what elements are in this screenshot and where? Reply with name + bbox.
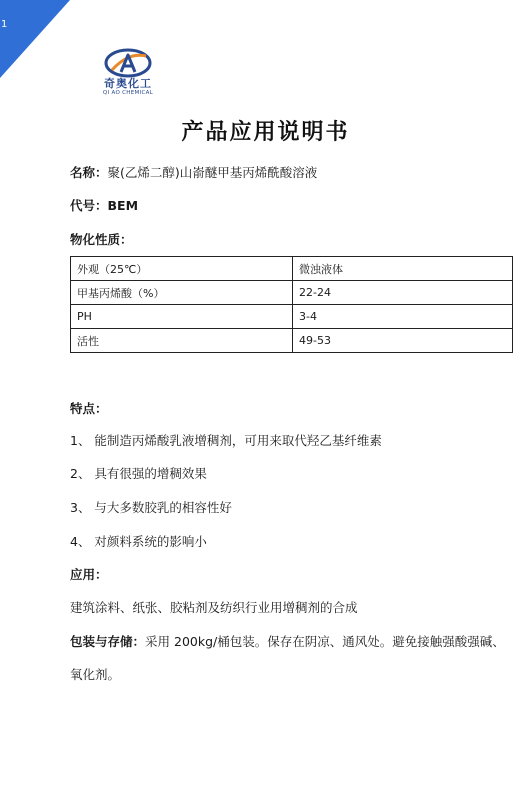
- logo-mark-icon: [104, 48, 152, 78]
- properties-table: [70, 256, 513, 353]
- table-cell-value: 49-53: [293, 329, 513, 353]
- storage-text: 采用 200kg/桶包装。保存在阴凉、通风处。避免接触强酸强碱、: [145, 634, 505, 649]
- table-cell-value: 3-4: [293, 305, 513, 329]
- application-heading: 应用：: [70, 567, 108, 582]
- table-cell-name: PH: [71, 305, 293, 329]
- properties-heading: 物化性质：: [70, 232, 133, 247]
- company-logo: [88, 48, 168, 96]
- page-number: 1: [1, 19, 8, 30]
- table-cell-name: 甲基丙烯酸（%）: [71, 281, 293, 305]
- product-code-value: BEM: [107, 198, 139, 213]
- product-name-value: 聚(乙烯二醇)山嵛醚甲基丙烯酰酸溶液: [107, 165, 318, 180]
- logo-name-en: QI AO CHEMICAL: [102, 90, 154, 96]
- table-row: [71, 257, 513, 281]
- table-cell-value: 22-24: [293, 281, 513, 305]
- storage-text-continued: 氧化剂。: [70, 667, 121, 682]
- product-name-label: 名称：: [70, 165, 108, 180]
- feature-item: 4、 对颜料系统的影响小: [70, 534, 207, 549]
- feature-item: 1、 能制造丙烯酸乳液增稠剂，可用来取代羟乙基纤维素: [70, 433, 382, 448]
- table-cell-value: 微浊液体: [293, 257, 513, 281]
- table-row: [71, 305, 513, 329]
- table-cell-name: 外观（25℃）: [71, 257, 293, 281]
- storage-label: 包装与存储：: [70, 634, 146, 649]
- features-heading: 特点：: [70, 401, 108, 416]
- product-name-line: [70, 165, 317, 181]
- corner-ribbon: [0, 0, 70, 78]
- feature-item: 3、 与大多数胶乳的相容性好: [70, 500, 232, 515]
- storage-line: [70, 634, 505, 650]
- product-code-line: [70, 198, 138, 214]
- table-row: [71, 329, 513, 353]
- logo-name-cn: 奇奥化工: [104, 77, 152, 90]
- application-text: 建筑涂料、纸张、胶粘剂及纺织行业用增稠剂的合成: [70, 600, 358, 615]
- product-code-label: 代号：: [70, 198, 108, 213]
- table-row: [71, 281, 513, 305]
- document-title: 产品应用说明书: [181, 120, 350, 145]
- table-cell-name: 活性: [71, 329, 293, 353]
- feature-item: 2、 具有很强的增稠效果: [70, 466, 207, 481]
